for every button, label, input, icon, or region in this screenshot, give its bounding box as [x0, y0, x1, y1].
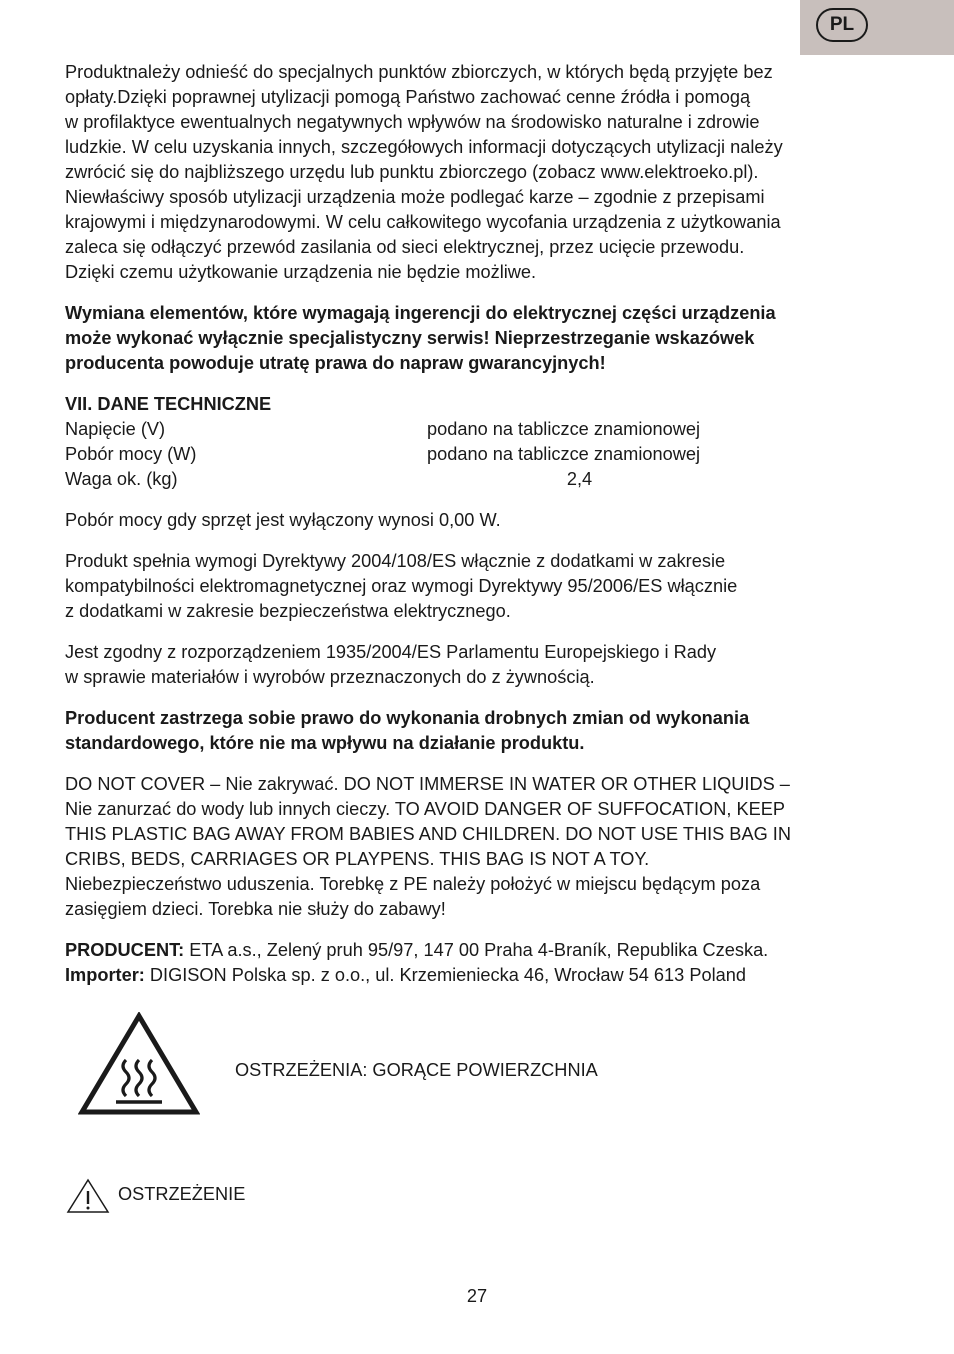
- producer-text: ETA a.s., Zelený pruh 95/97, 147 00 Praha 4-Braník, Republika Czeska.: [184, 940, 769, 960]
- hot-surface-warning: [78, 1012, 938, 1122]
- importer-label: Importer:: [65, 965, 145, 985]
- spec-value: podano na tabliczce znamionowej: [427, 419, 700, 439]
- general-warning-label: OSTRZEŻENIE: [118, 1184, 246, 1204]
- regulation-paragraph: Jest zgodny z rozporządzeniem 1935/2004/ES Parlamentu Europejskiego i Rady w sprawie materiałów i wyrobów przeznaczonych do z żywnością.: [65, 642, 717, 687]
- spec-value: podano na tabliczce znamionowej: [427, 444, 700, 464]
- hot-surface-warning-icon: [78, 1012, 200, 1116]
- spec-label: Waga ok. (kg): [65, 469, 178, 489]
- spec-row: [65, 417, 905, 442]
- disposal-paragraph: Produktnależy odnieść do specjalnych punktów zbiorczych, w których będą przyjęte bez opłaty.Dzięki poprawnej utylizacji pomogą Państwo zachować cenne źródła i pomogą w profilaktyce ewentualnych negatywnych wpływów na środowisko naturalne i zdrowie ludzkie. W celu uzyskania innych, szczegółowych informacji dotyczących utylizacji należy zwrócić się do najbliższego urzędu lub punktu zbiorczego (zobacz www.elektroeko.pl). Niewłaściwy sposób utylizacji urządzenia może podlegać karze – zgodnie z przepisami krajowymi i międzynarodowymi. W celu całkowitego wycofania urządzenia z użytkowania zaleca się odłączyć przewód zasilania od sieci elektrycznej, przez ucięcie przewodu. Dzięki czemu użytkowanie urządzenia nie będzie możliwe.: [65, 62, 783, 282]
- spec-label: Pobór mocy (W): [65, 444, 197, 464]
- spec-row: [65, 442, 905, 467]
- importer-text: DIGISON Polska sp. z o.o., ul. Krzemieniecka 46, Wrocław 54 613 Poland: [144, 965, 746, 985]
- spec-label: Napięcie (V): [65, 419, 166, 439]
- hot-surface-warning-label: OSTRZEŻENIA: GORĄCE POWIERZCHNIA: [235, 1060, 598, 1080]
- manufacturer-rights-paragraph: Producent zastrzega sobie prawo do wykonania drobnych zmian od wykonania standardowego, które nie ma wpływu na działanie produktu.: [65, 708, 750, 753]
- page-number: 27: [466, 1286, 488, 1306]
- technical-specs: [65, 392, 905, 492]
- exclamation-warning-icon: [66, 1178, 110, 1214]
- service-warning-paragraph: Wymiana elementów, które wymagają ingerencji do elektrycznej części urządzenia może wykonać wyłącznie specjalistyczny serwis! Nieprzestrzeganie wskazówek producenta powoduje utratę prawa do napraw gwarancyjnych!: [65, 303, 776, 373]
- page-content: [65, 60, 905, 1004]
- producer-label: PRODUCENT:: [65, 940, 185, 960]
- packaging-warning-paragraph: DO NOT COVER – Nie zakrywać. DO NOT IMMERSE IN WATER OR OTHER LIQUIDS – Nie zanurzać do wody lub innych cieczy. TO AVOID DANGER OF SUFFOCATION, KEEP THIS PLASTIC BAG AWAY FROM BABIES AND CHILDREN. DO NOT USE THIS BAG IN CRIBS, BEDS, CARRIAGES OR PLAYPENS. THIS BAG IS NOT A TOY. Niebezpieczeństwo uduszenia. Torebkę z PE należy położyć w miejscu będącym poza zasięgiem dzieci. Torebka nie służy do zabawy!: [65, 774, 791, 919]
- specs-heading: VII. DANE TECHNICZNE: [65, 394, 272, 414]
- standby-paragraph: Pobór mocy gdy sprzęt jest wyłączony wynosi 0,00 W.: [65, 510, 501, 530]
- language-badge: PL: [816, 8, 868, 42]
- spec-row: [65, 467, 905, 492]
- directives-paragraph: Produkt spełnia wymogi Dyrektywy 2004/108/ES włącznie z dodatkami w zakresie kompatybilności elektromagnetycznej oraz wymogi Dyrektywy 95/2006/ES włącznie z dodatkami w zakresie bezpieczeństwa elektrycznego.: [65, 551, 738, 621]
- spec-value: 2,4: [566, 469, 593, 489]
- contacts-paragraph: [65, 938, 905, 988]
